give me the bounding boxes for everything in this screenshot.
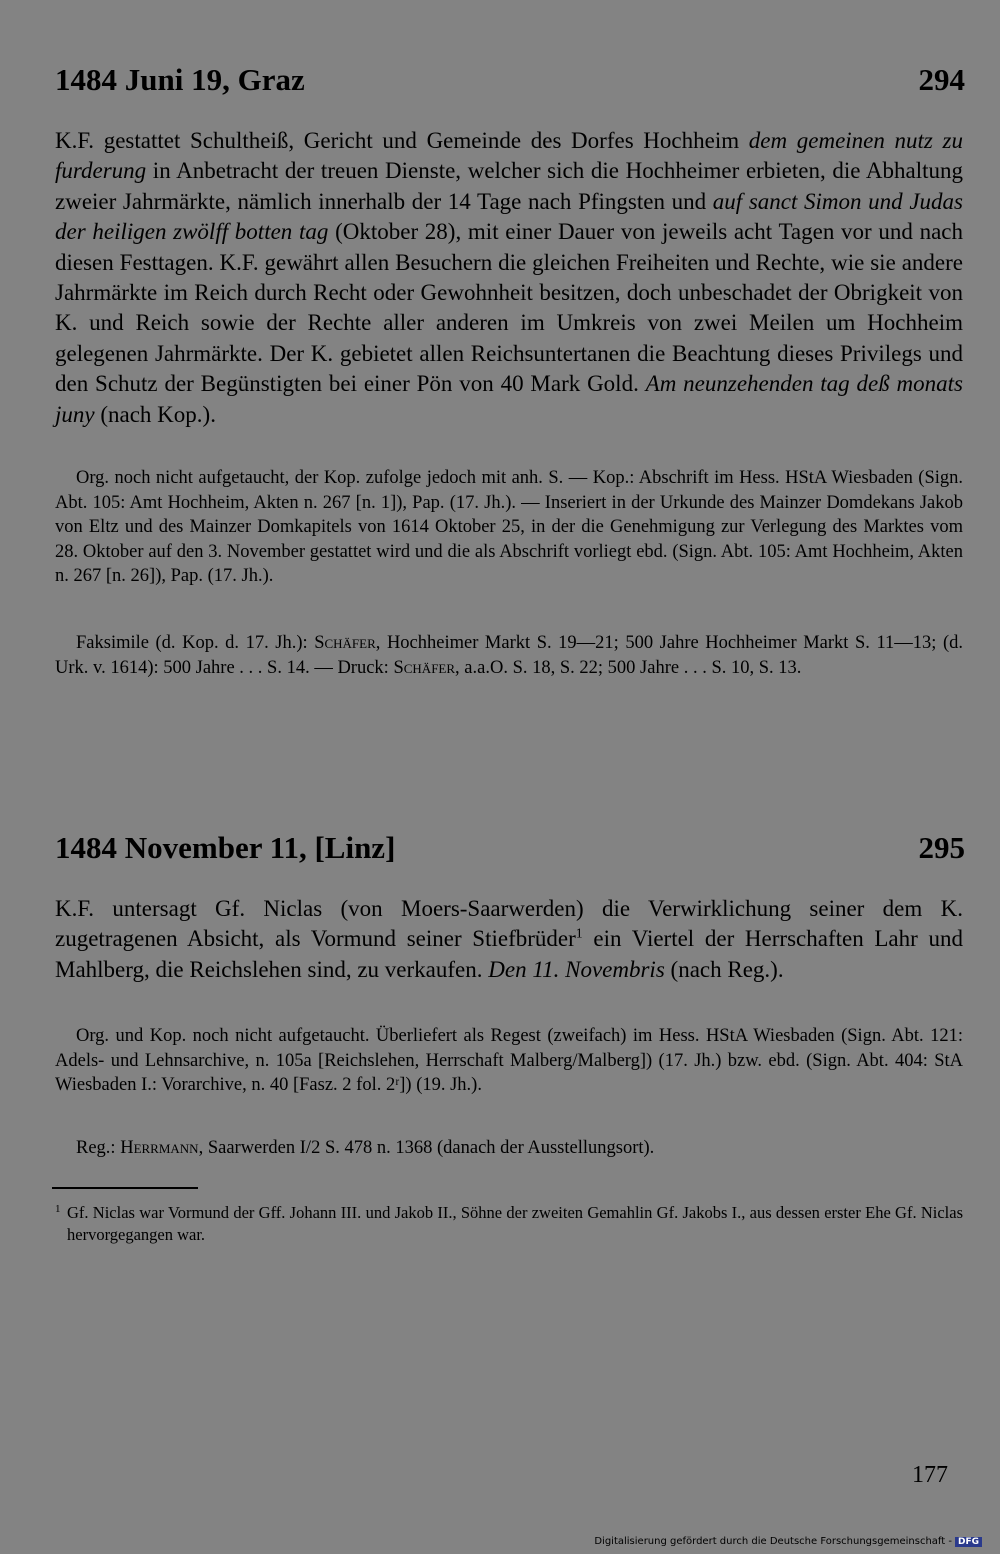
regest-text: K.F. gestattet Schultheiß, Gericht und Gemeinde des Dorfes Hochheim (55, 128, 749, 153)
digitization-credit (594, 1536, 982, 1547)
author-name: Schäfer (314, 633, 376, 653)
regest-quote: Am neunzehenden tag deß monats juny (55, 371, 964, 427)
footnote-reference: 1 (575, 925, 583, 941)
regest-text: (Oktober 28), mit einer Dauer von jeweils acht Tagen vor und nach diesen Festtagen. K.F. gewährt allen Besuchern die gleichen Freiheiten und Rechte, wie sie andere Jahrmärkte im Reich durch Recht oder Gewohnheit besitzen, doch unbeschadet der Obrigkeit von K. und Reich sowie der Rechte aller anderen im Umkreis von zwei Meilen um Hochheim gelegenen Jahrmärkte. Der K. gebietet allen Reichsuntertanen die Beachtung dieses Privilegs und den Schutz der Begünstigten bei einer Pön von 40 Mark Gold. (55, 219, 963, 397)
footnote-text: Gf. Niclas war Vormund der Gff. Johann III. und Jakob II., Söhne der zweiten Gemahlin Gf. Jakobs I., aus dessen erster Ehe Gf. Niclas hervorgegangen war. (67, 1203, 963, 1244)
entry-295-number: 295 (918, 830, 965, 865)
regest-text: (nach Reg.). (664, 956, 784, 982)
footnote (55, 1202, 963, 1245)
regest-text: (nach Kop.). (94, 401, 216, 427)
entry-295-regest (55, 894, 963, 985)
regest-text: K.F. untersagt Gf. Niclas (von Moers-Saarwerden) die Verwirklichung seiner dem K. zugetragenen Absicht, als Vormund seiner Stiefbrüder (55, 896, 963, 952)
entry-295-literature-note (55, 1136, 963, 1161)
entry-294-number: 294 (918, 62, 965, 97)
entry-295-heading (55, 830, 965, 866)
page-number: 177 (912, 1462, 948, 1488)
regest-text: ein Viertel der Herrschaften Lahr und Mahlberg, die Reichslehen sind, zu verkaufen. (55, 926, 963, 982)
entry-295-tradition-note: Org. und Kop. noch nicht aufgetaucht. Überliefert als Regest (zweifach) im Hess. HStA Wiesbaden (Sign. Abt. 121: Adels- und Lehnsarchive, n. 105a [Reichslehen, Herrschaft Malberg/Malberg]) (17. Jh.) bzw. ebd. (Sign. Abt. 404: StA Wiesbaden I.: Vorarchive, n. 40 [Fasz. 2 fol. 2ʳ]) (19. Jh.). (55, 1026, 963, 1096)
entry-294-tradition-note: Org. noch nicht aufgetaucht, der Kop. zufolge jedoch mit anh. S. — Kop.: Abschrift im Hess. HStA Wiesbaden (Sign. Abt. 105: Amt Hochheim, Akten n. 267 [n. 1]), Pap. (17. Jh.). — Inseriert in der Urkunde des Mainzer Domdekans Jakob von Eltz und des Mainzer Domkapitels von 1614 Oktober 25, in der die Genehmigung zur Verlegung des Marktes vom 28. Oktober auf den 3. November gestattet wird und die als Abschrift vorliegt ebd. (Sign. Abt. 105: Amt Hochheim, Akten n. 267 [n. 26]), Pap. (17. Jh.). (55, 468, 963, 587)
author-name: Herrmann (120, 1138, 199, 1158)
regest-quote: Den 11. Novembris (488, 956, 665, 982)
note-text: , Hochheimer Markt S. 19—21; 500 Jahre Hochheimer Markt S. 11—13; (d. Urk. v. 1614): 500 Jahre . . . S. 14. — Druck: (55, 633, 963, 678)
entry-294-regest (55, 126, 963, 430)
entry-295-date-place: 1484 November 11, [Linz] (55, 830, 396, 865)
note-text: Faksimile (d. Kop. d. 17. Jh.): (76, 633, 315, 653)
footnote-mark: 1 (55, 1203, 61, 1215)
regest-text: in Anbetracht der treuen Dienste, welcher sich die Hochheimer erbieten, die Abhaltung zweier Jahrmärkte, nämlich innerhalb der 14 Tage nach Pfingsten und (55, 158, 963, 214)
dfg-logo: DFG (955, 1537, 982, 1547)
entry-294-date-place: 1484 Juni 19, Graz (55, 62, 305, 97)
credit-text: Digitalisierung gefördert durch die Deutsche Forschungsgemeinschaft - (594, 1536, 952, 1547)
entry-294-heading (55, 62, 965, 98)
regest-quote: auf sanct Simon und Judas der heiligen zwölff botten tag (55, 188, 963, 245)
note-text: Reg.: (76, 1138, 121, 1158)
author-name: Schäfer (393, 657, 456, 678)
footnote-divider (52, 1187, 198, 1189)
entry-294-literature-note (55, 631, 963, 680)
regest-quote: dem gemeinen nutz zu furderung (55, 128, 963, 184)
note-text: , a.a.O. S. 18, S. 22; 500 Jahre . . . S. 10, S. 13. (455, 657, 802, 678)
note-text: , Saarwerden I/2 S. 478 n. 1368 (danach der Ausstellungsort). (198, 1138, 655, 1158)
